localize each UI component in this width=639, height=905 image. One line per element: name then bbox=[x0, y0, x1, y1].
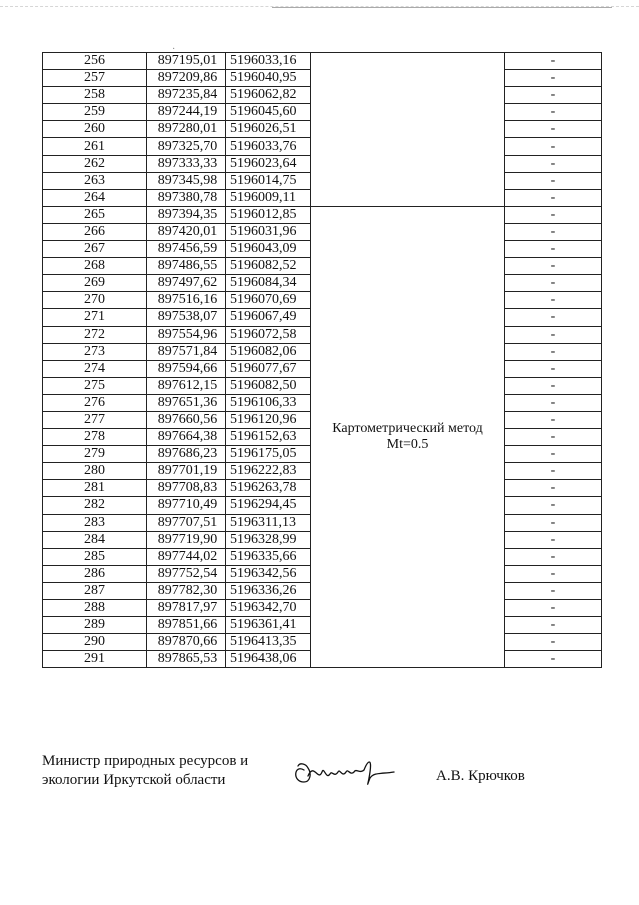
accuracy-value: - bbox=[505, 463, 602, 480]
point-number: 262 bbox=[43, 155, 147, 172]
x-coordinate: 897380,78 bbox=[147, 189, 226, 206]
point-number: 289 bbox=[43, 617, 147, 634]
accuracy-value: - bbox=[505, 189, 602, 206]
y-coordinate: 5196067,49 bbox=[226, 309, 311, 326]
point-number: 271 bbox=[43, 309, 147, 326]
accuracy-value: - bbox=[505, 87, 602, 104]
y-coordinate: 5196033,76 bbox=[226, 138, 311, 155]
y-coordinate: 5196413,35 bbox=[226, 634, 311, 651]
point-number: 279 bbox=[43, 446, 147, 463]
x-coordinate: 897744,02 bbox=[147, 548, 226, 565]
x-coordinate: 897456,59 bbox=[147, 241, 226, 258]
method-cell bbox=[311, 206, 505, 668]
accuracy-value: - bbox=[505, 121, 602, 138]
y-coordinate: 5196294,45 bbox=[226, 497, 311, 514]
x-coordinate: 897195,01 bbox=[147, 53, 226, 70]
point-number: 281 bbox=[43, 480, 147, 497]
point-number: 273 bbox=[43, 343, 147, 360]
x-coordinate: 897710,49 bbox=[147, 497, 226, 514]
accuracy-value: - bbox=[505, 206, 602, 223]
handwritten-signature bbox=[290, 752, 400, 792]
y-coordinate: 5196062,82 bbox=[226, 87, 311, 104]
y-coordinate: 5196040,95 bbox=[226, 70, 311, 87]
accuracy-value: - bbox=[505, 360, 602, 377]
y-coordinate: 5196031,96 bbox=[226, 223, 311, 240]
point-number: 270 bbox=[43, 292, 147, 309]
point-number: 260 bbox=[43, 121, 147, 138]
y-coordinate: 5196082,06 bbox=[226, 343, 311, 360]
y-coordinate: 5196077,67 bbox=[226, 360, 311, 377]
y-coordinate: 5196361,41 bbox=[226, 617, 311, 634]
y-coordinate: 5196084,34 bbox=[226, 275, 311, 292]
y-coordinate: 5196072,58 bbox=[226, 326, 311, 343]
point-number: 283 bbox=[43, 514, 147, 531]
y-coordinate: 5196082,52 bbox=[226, 258, 311, 275]
accuracy-value: - bbox=[505, 531, 602, 548]
x-coordinate: 897719,90 bbox=[147, 531, 226, 548]
point-number: 277 bbox=[43, 411, 147, 428]
point-number: 269 bbox=[43, 275, 147, 292]
x-coordinate: 897280,01 bbox=[147, 121, 226, 138]
point-number: 284 bbox=[43, 531, 147, 548]
accuracy-value: - bbox=[505, 548, 602, 565]
accuracy-value: - bbox=[505, 104, 602, 121]
x-coordinate: 897752,54 bbox=[147, 565, 226, 582]
x-coordinate: 897516,16 bbox=[147, 292, 226, 309]
point-number: 275 bbox=[43, 377, 147, 394]
y-coordinate: 5196082,50 bbox=[226, 377, 311, 394]
x-coordinate: 897497,62 bbox=[147, 275, 226, 292]
accuracy-value: - bbox=[505, 377, 602, 394]
point-number: 256 bbox=[43, 53, 147, 70]
accuracy-value: - bbox=[505, 446, 602, 463]
point-number: 272 bbox=[43, 326, 147, 343]
y-coordinate: 5196311,13 bbox=[226, 514, 311, 531]
x-coordinate: 897651,36 bbox=[147, 394, 226, 411]
point-number: 280 bbox=[43, 463, 147, 480]
y-coordinate: 5196014,75 bbox=[226, 172, 311, 189]
x-coordinate: 897486,55 bbox=[147, 258, 226, 275]
point-number: 257 bbox=[43, 70, 147, 87]
accuracy-value: - bbox=[505, 70, 602, 87]
point-number: 291 bbox=[43, 651, 147, 668]
x-coordinate: 897612,15 bbox=[147, 377, 226, 394]
point-number: 286 bbox=[43, 565, 147, 582]
y-coordinate: 5196026,51 bbox=[226, 121, 311, 138]
x-coordinate: 897686,23 bbox=[147, 446, 226, 463]
x-coordinate: 897235,84 bbox=[147, 87, 226, 104]
accuracy-value: - bbox=[505, 429, 602, 446]
position-line-2: экологии Иркутской области bbox=[42, 772, 226, 788]
x-coordinate: 897707,51 bbox=[147, 514, 226, 531]
x-coordinate: 897708,83 bbox=[147, 480, 226, 497]
accuracy-value: - bbox=[505, 565, 602, 582]
accuracy-value: - bbox=[505, 411, 602, 428]
signature-block-position bbox=[42, 752, 248, 790]
method-name: Картометрический метод bbox=[332, 421, 483, 437]
accuracy-value: - bbox=[505, 292, 602, 309]
accuracy-value: - bbox=[505, 172, 602, 189]
point-number: 276 bbox=[43, 394, 147, 411]
y-coordinate: 5196342,70 bbox=[226, 600, 311, 617]
accuracy-value: - bbox=[505, 53, 602, 70]
point-number: 264 bbox=[43, 189, 147, 206]
y-coordinate: 5196342,56 bbox=[226, 565, 311, 582]
x-coordinate: 897571,84 bbox=[147, 343, 226, 360]
point-number: 265 bbox=[43, 206, 147, 223]
x-coordinate: 897851,66 bbox=[147, 617, 226, 634]
y-coordinate: 5196009,11 bbox=[226, 189, 311, 206]
scan-speck: · bbox=[172, 44, 176, 55]
accuracy-value: - bbox=[505, 223, 602, 240]
y-coordinate: 5196043,09 bbox=[226, 241, 311, 258]
x-coordinate: 897394,35 bbox=[147, 206, 226, 223]
x-coordinate: 897660,56 bbox=[147, 411, 226, 428]
y-coordinate: 5196336,26 bbox=[226, 582, 311, 599]
coordinates-table-body bbox=[43, 53, 602, 668]
point-number: 268 bbox=[43, 258, 147, 275]
scan-top-line bbox=[272, 7, 612, 8]
x-coordinate: 897554,96 bbox=[147, 326, 226, 343]
point-number: 285 bbox=[43, 548, 147, 565]
accuracy-value: - bbox=[505, 497, 602, 514]
accuracy-value: - bbox=[505, 582, 602, 599]
y-coordinate: 5196263,78 bbox=[226, 480, 311, 497]
accuracy-value: - bbox=[505, 138, 602, 155]
accuracy-value: - bbox=[505, 651, 602, 668]
point-number: 274 bbox=[43, 360, 147, 377]
table-row bbox=[43, 53, 602, 70]
accuracy-value: - bbox=[505, 514, 602, 531]
point-number: 282 bbox=[43, 497, 147, 514]
x-coordinate: 897325,70 bbox=[147, 138, 226, 155]
x-coordinate: 897594,66 bbox=[147, 360, 226, 377]
point-number: 266 bbox=[43, 223, 147, 240]
accuracy-value: - bbox=[505, 309, 602, 326]
point-number: 287 bbox=[43, 582, 147, 599]
x-coordinate: 897244,19 bbox=[147, 104, 226, 121]
accuracy-value: - bbox=[505, 617, 602, 634]
y-coordinate: 5196045,60 bbox=[226, 104, 311, 121]
accuracy-value: - bbox=[505, 155, 602, 172]
y-coordinate: 5196033,16 bbox=[226, 53, 311, 70]
x-coordinate: 897817,97 bbox=[147, 600, 226, 617]
x-coordinate: 897782,30 bbox=[147, 582, 226, 599]
accuracy-value: - bbox=[505, 634, 602, 651]
x-coordinate: 897870,66 bbox=[147, 634, 226, 651]
x-coordinate: 897664,38 bbox=[147, 429, 226, 446]
method-accuracy: Mt=0.5 bbox=[386, 437, 429, 453]
point-number: 290 bbox=[43, 634, 147, 651]
signatory-name: А.В. Крючков bbox=[436, 768, 525, 784]
y-coordinate: 5196222,83 bbox=[226, 463, 311, 480]
x-coordinate: 897209,86 bbox=[147, 70, 226, 87]
y-coordinate: 5196152,63 bbox=[226, 429, 311, 446]
table-row bbox=[43, 206, 602, 223]
point-number: 278 bbox=[43, 429, 147, 446]
accuracy-value: - bbox=[505, 258, 602, 275]
point-number: 258 bbox=[43, 87, 147, 104]
accuracy-value: - bbox=[505, 394, 602, 411]
point-number: 288 bbox=[43, 600, 147, 617]
accuracy-value: - bbox=[505, 241, 602, 258]
x-coordinate: 897420,01 bbox=[147, 223, 226, 240]
point-number: 259 bbox=[43, 104, 147, 121]
x-coordinate: 897538,07 bbox=[147, 309, 226, 326]
y-coordinate: 5196012,85 bbox=[226, 206, 311, 223]
x-coordinate: 897333,33 bbox=[147, 155, 226, 172]
method-cell-empty bbox=[311, 53, 505, 207]
x-coordinate: 897345,98 bbox=[147, 172, 226, 189]
coordinates-table bbox=[42, 52, 602, 668]
point-number: 267 bbox=[43, 241, 147, 258]
y-coordinate: 5196106,33 bbox=[226, 394, 311, 411]
y-coordinate: 5196023,64 bbox=[226, 155, 311, 172]
point-number: 263 bbox=[43, 172, 147, 189]
y-coordinate: 5196070,69 bbox=[226, 292, 311, 309]
y-coordinate: 5196175,05 bbox=[226, 446, 311, 463]
x-coordinate: 897701,19 bbox=[147, 463, 226, 480]
y-coordinate: 5196328,99 bbox=[226, 531, 311, 548]
point-number: 261 bbox=[43, 138, 147, 155]
accuracy-value: - bbox=[505, 275, 602, 292]
y-coordinate: 5196438,06 bbox=[226, 651, 311, 668]
accuracy-value: - bbox=[505, 480, 602, 497]
accuracy-value: - bbox=[505, 343, 602, 360]
accuracy-value: - bbox=[505, 600, 602, 617]
position-line-1: Министр природных ресурсов и bbox=[42, 753, 249, 769]
x-coordinate: 897865,53 bbox=[147, 651, 226, 668]
y-coordinate: 5196120,96 bbox=[226, 411, 311, 428]
y-coordinate: 5196335,66 bbox=[226, 548, 311, 565]
accuracy-value: - bbox=[505, 326, 602, 343]
